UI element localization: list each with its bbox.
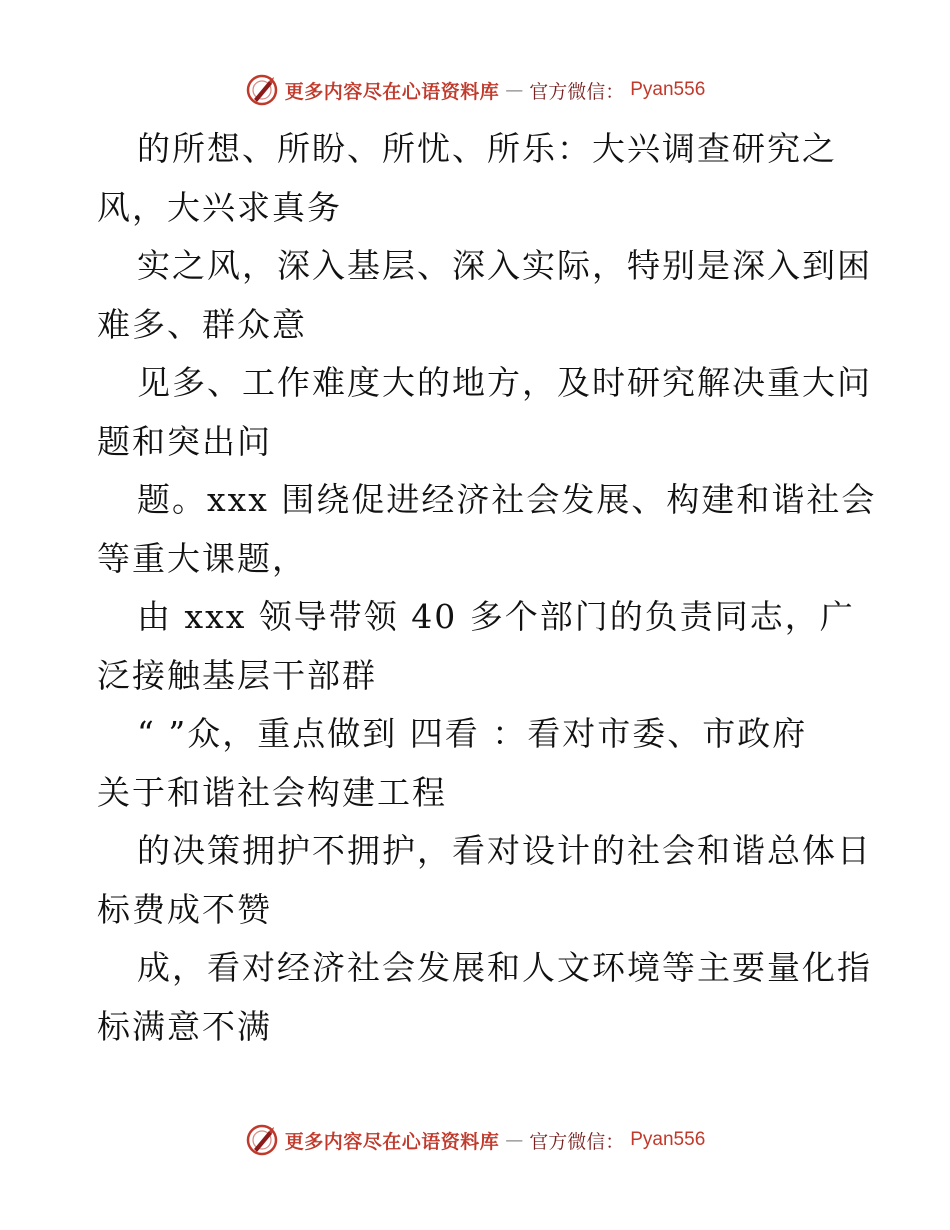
body-line: 题。xxx 围绕促进经济社会发展、构建和谐社会 [137,480,877,519]
separator-dash: — [505,1129,524,1151]
body-line: 标费成不赞 [97,889,272,929]
separator-dash: — [505,79,524,101]
header-banner [0,70,950,110]
quill-logo-icon [245,73,279,107]
quill-logo-icon [245,1123,279,1157]
body-line: “ ”众，重点做到 四看 ：看对市委、市政府 [137,714,808,753]
body-line: 泛接触基层干部群 [97,655,377,695]
body-line: 见多、工作难度大的地方，及时研究解决重大问 [137,363,872,402]
body-line: 的决策拥护不拥护，看对设计的社会和谐总体日 [137,831,872,870]
wechat-id: Pyan556 [630,79,706,100]
document-body [97,120,877,1056]
body-line: 等重大课题， [97,538,307,578]
body-line: 的所想、所盼、所忧、所乐：大兴调查研究之 [137,129,837,168]
body-line: 风，大兴求真务 [97,187,342,227]
wechat-label: 官方微信： [529,1130,625,1153]
body-line: 实之风，深入基层、深入实际，特别是深入到困 [137,246,872,285]
brand-text: 更多内容尽在心语资料库 [284,80,500,103]
footer-banner [0,1120,950,1160]
body-line: 由 xxx 领导带领 40 多个部门的负责同志，广 [137,597,855,636]
wechat-label: 官方微信： [529,80,625,103]
wechat-id: Pyan556 [630,1129,706,1150]
brand-text: 更多内容尽在心语资料库 [284,1130,500,1153]
body-line: 难多、群众意 [97,304,307,344]
body-line: 成，看对经济社会发展和人文环境等主要量化指 [137,948,872,987]
body-line: 关于和谐社会构建工程 [97,772,447,812]
body-line: 标满意不满 [97,1006,272,1046]
body-line: 题和突出问 [97,421,272,461]
